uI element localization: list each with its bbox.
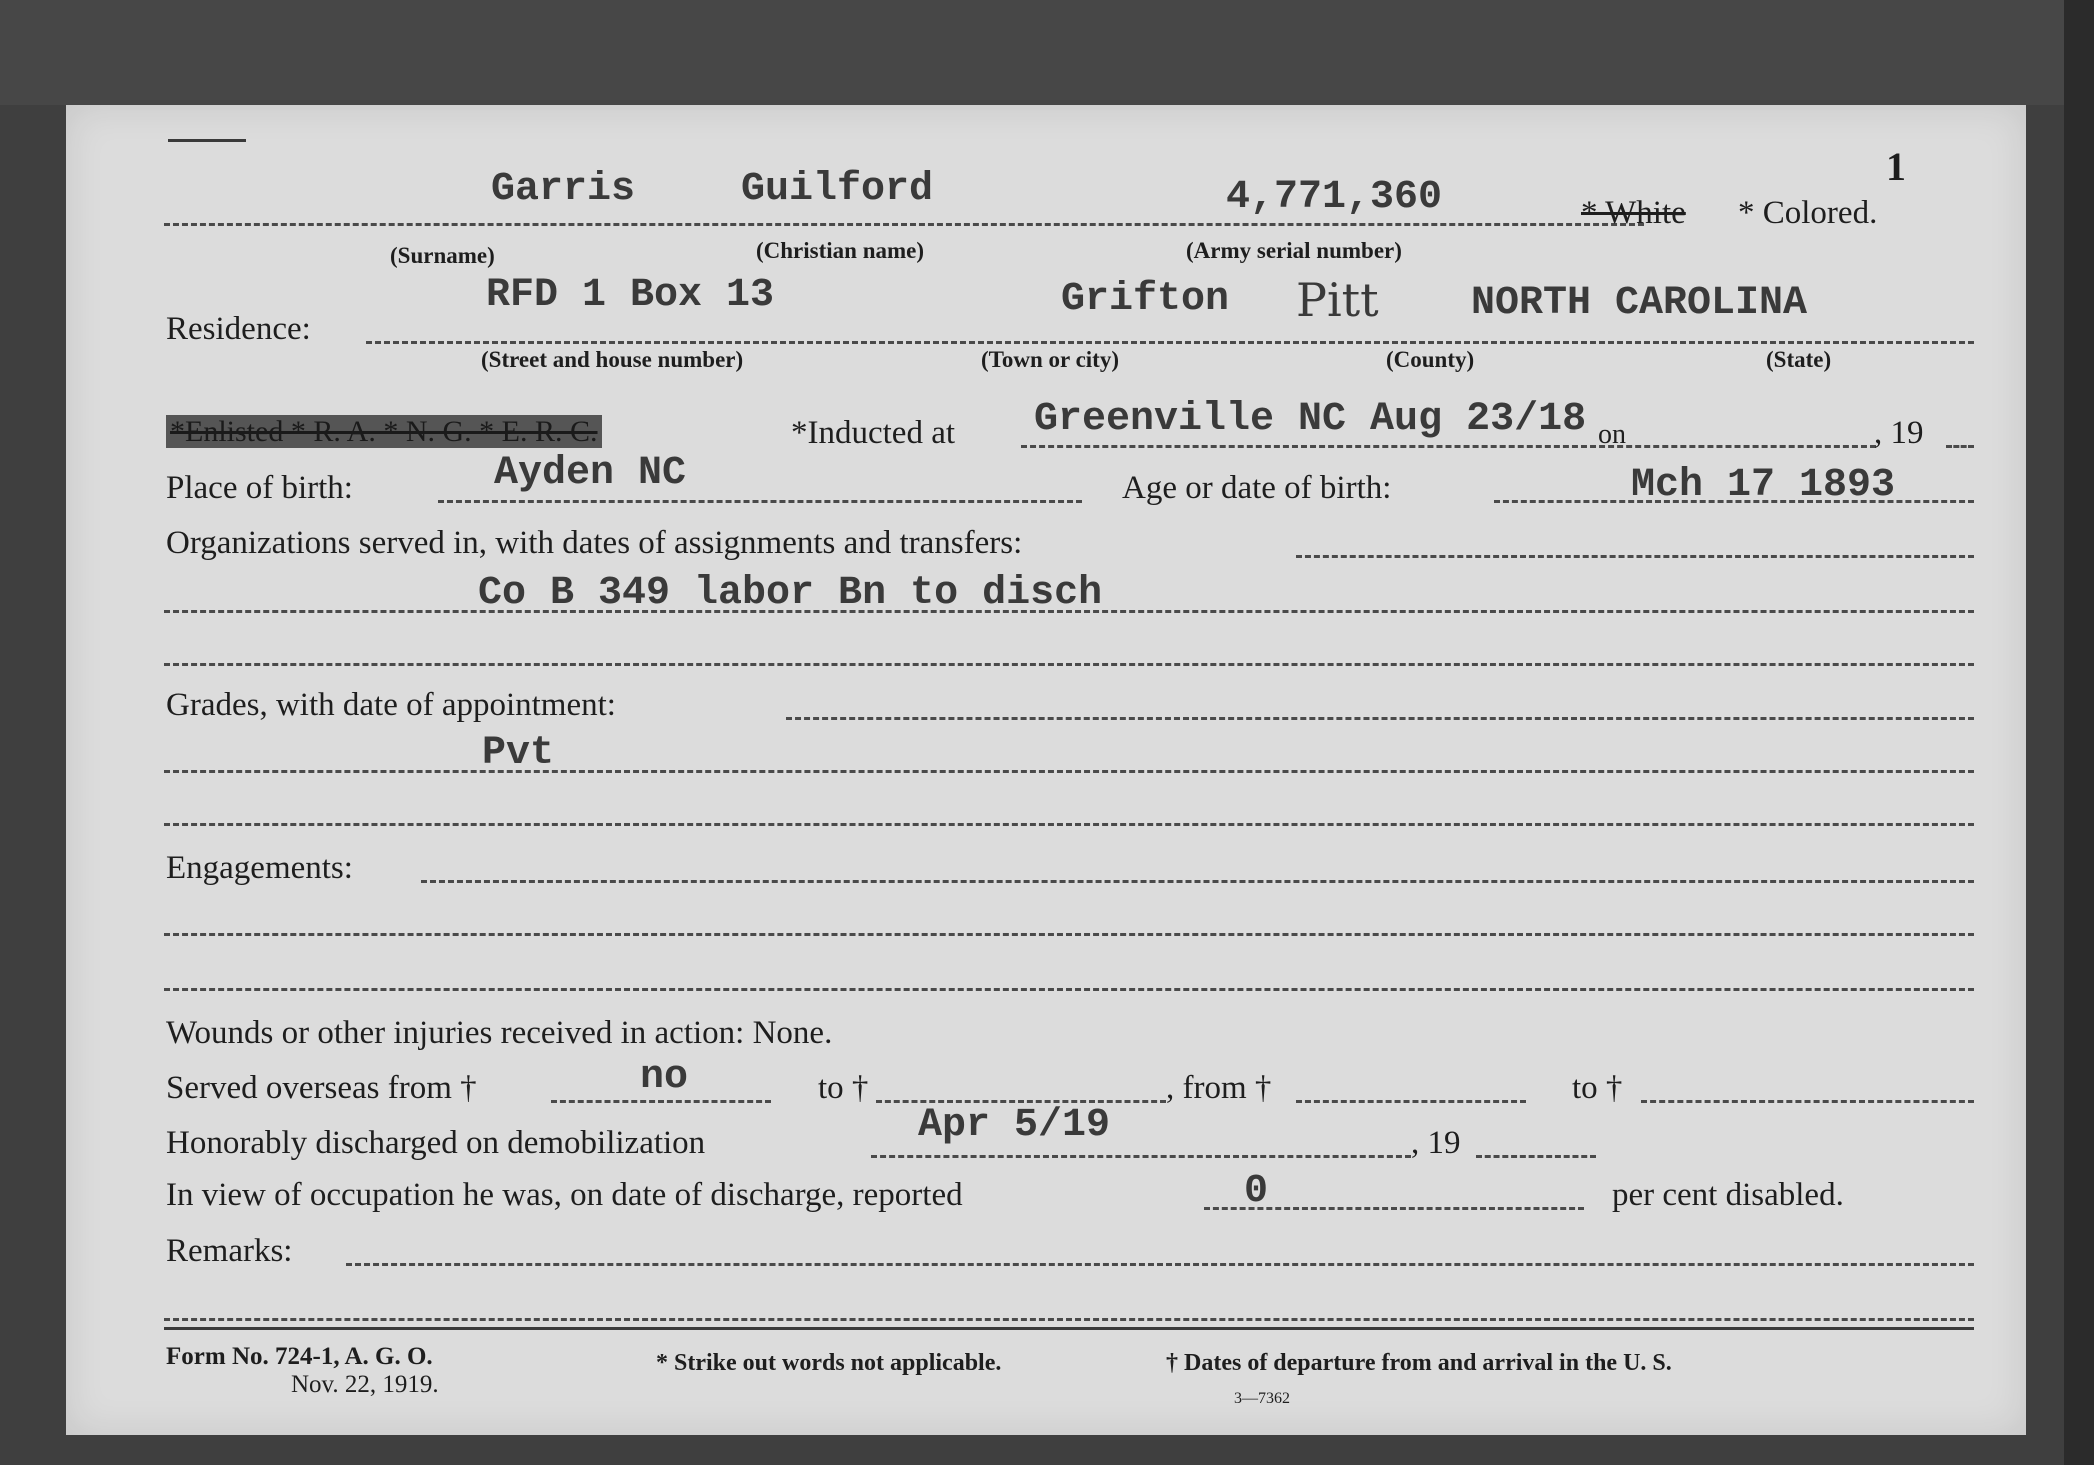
organizations-label: Organizations served in, with dates of assignments and transfers: (166, 525, 1023, 561)
induction-year: , 19 (1874, 415, 1924, 451)
background-edge (2064, 0, 2094, 1465)
header-line (164, 223, 1644, 226)
christian-name-label: (Christian name) (756, 238, 925, 263)
remarks-label: Remarks: (166, 1233, 293, 1269)
wounds-label: Wounds or other injuries received in action: None. (166, 1015, 833, 1051)
residence-label: Residence: (166, 311, 311, 347)
top-rule (168, 139, 246, 142)
grades-label: Grades, with date of appointment: (166, 687, 616, 723)
card-number: 1 (1886, 144, 1906, 189)
service-record-card (66, 105, 2026, 1435)
overseas-from-value: no (640, 1055, 689, 1100)
remarks-line-2 (164, 1318, 1974, 1321)
enlisted-struck: *Enlisted * R. A. * N. G. * E. R. C. (166, 415, 602, 448)
inducted-label: *Inducted at (791, 415, 956, 451)
surname-value: Garris (491, 167, 636, 212)
christian-name-value: Guilford (741, 167, 934, 212)
organizations-line-1 (1296, 555, 1974, 558)
discharge-year-line (1476, 1155, 1596, 1158)
print-code: 3—7362 (1234, 1390, 1290, 1407)
residence-line (366, 341, 1974, 344)
disability-value: 0 (1244, 1169, 1269, 1214)
engagements-line-2 (164, 933, 1974, 936)
discharge-label: Honorably discharged on demobilization (166, 1125, 706, 1161)
overseas-from2-line (1296, 1100, 1526, 1103)
surname-label: (Surname) (390, 243, 495, 268)
overseas-label: Served overseas from † (166, 1070, 477, 1106)
birth-date-label: Age or date of birth: (1122, 470, 1392, 506)
serial-number-value: 4,771,360 (1226, 175, 1443, 220)
form-number: Form No. 724-1, A. G. O. (166, 1343, 433, 1370)
discharge-value: Apr 5/19 (918, 1103, 1111, 1148)
county-label: (County) (1386, 347, 1475, 372)
overseas-from-line (551, 1100, 771, 1103)
grades-line-3 (164, 823, 1974, 826)
induction-year-line (1946, 445, 1974, 448)
background-top (0, 0, 2094, 105)
grades-value: Pvt (482, 731, 555, 776)
form-date: Nov. 22, 1919. (291, 1371, 439, 1398)
engagements-label: Engagements: (166, 850, 353, 886)
enlisted-options (166, 415, 602, 449)
discharge-year: , 19 (1411, 1125, 1461, 1161)
overseas-to2-line (1641, 1100, 1974, 1103)
state-value: NORTH CAROLINA (1471, 281, 1808, 326)
state-label: (State) (1766, 347, 1832, 372)
inducted-on: on (1598, 419, 1626, 450)
county-value: Pitt (1296, 273, 1379, 327)
remarks-line-1 (346, 1263, 1974, 1266)
birth-place-line (438, 500, 1082, 503)
strike-note: * Strike out words not applicable. (656, 1350, 1002, 1376)
race-colored-option: * Colored. (1738, 195, 1878, 231)
serial-number-label: (Army serial number) (1186, 238, 1402, 263)
engagements-line-3 (164, 988, 1974, 991)
place-of-birth-value: Ayden NC (494, 451, 687, 496)
town-value: Grifton (1061, 277, 1230, 322)
race-white-option: * White (1581, 195, 1686, 231)
inducted-value: Greenville NC Aug 23/18 (1034, 397, 1587, 442)
birth-date-value: Mch 17 1893 (1631, 463, 1896, 508)
footer-rule (164, 1327, 1974, 1330)
street-value: RFD 1 Box 13 (486, 273, 775, 318)
engagements-line-1 (421, 880, 1974, 883)
organizations-line-2 (164, 610, 1974, 613)
grades-line-1 (786, 717, 1974, 720)
place-of-birth-label: Place of birth: (166, 470, 353, 506)
dates-note: † Dates of departure from and arrival in the U. S. (1166, 1350, 1672, 1376)
induction-line (1021, 445, 1876, 448)
overseas-to-2: to † (1572, 1070, 1623, 1106)
grades-line-2 (164, 770, 1974, 773)
birth-date-line (1494, 500, 1974, 503)
organizations-line-3 (164, 663, 1974, 666)
disability-label: In view of occupation he was, on date of discharge, reported (166, 1177, 963, 1213)
disability-suffix: per cent disabled. (1612, 1177, 1844, 1213)
organizations-value: Co B 349 labor Bn to disch (478, 571, 1103, 616)
overseas-from-2: , from † (1166, 1070, 1272, 1106)
discharge-line (871, 1155, 1411, 1158)
street-label: (Street and house number) (481, 347, 744, 372)
disability-line (1204, 1207, 1584, 1210)
town-label: (Town or city) (981, 347, 1119, 372)
overseas-to-1: to † (818, 1070, 869, 1106)
